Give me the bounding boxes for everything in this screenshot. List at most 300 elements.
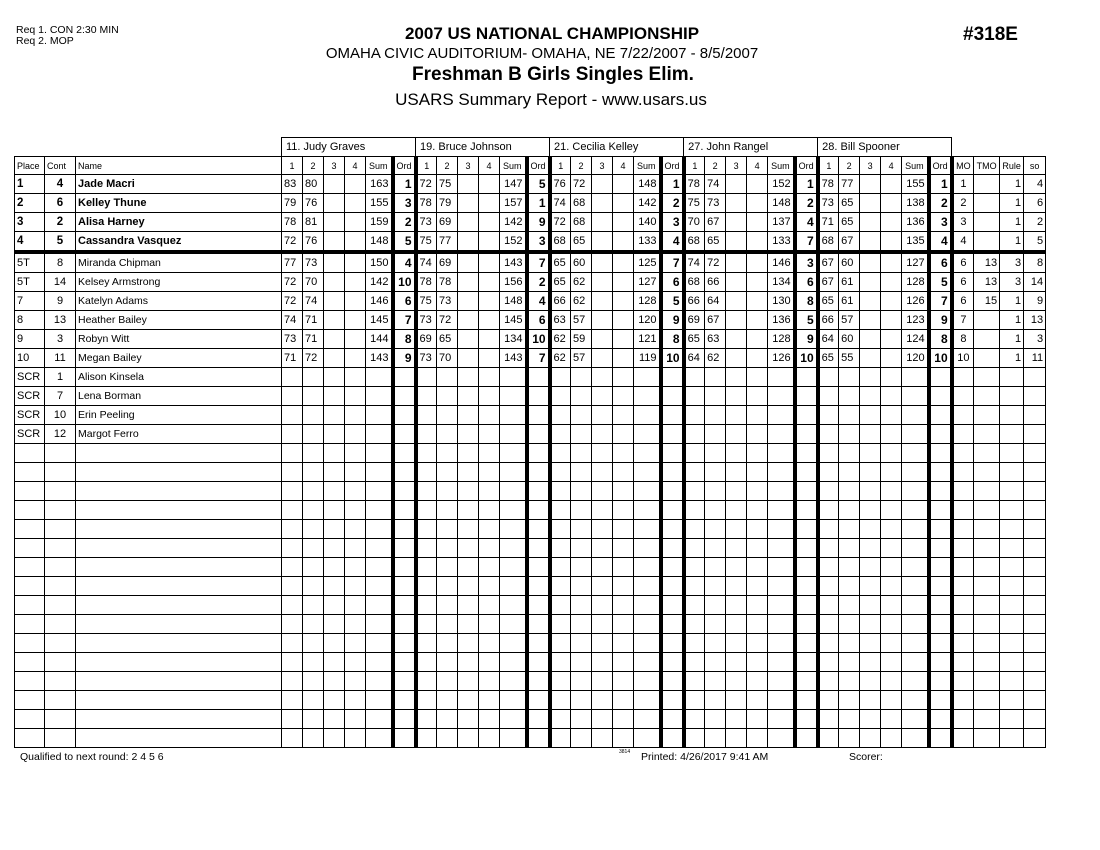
score-cell [726, 387, 747, 406]
empty-cell [592, 558, 613, 577]
ordinal-cell [527, 425, 550, 444]
header-judge-ord: Ord [661, 157, 684, 175]
empty-cell [458, 596, 479, 615]
table-row [15, 368, 1046, 387]
ordinal-cell: 7 [661, 252, 684, 273]
header-judge-1: 1 [416, 157, 437, 175]
empty-cell [500, 577, 527, 596]
sum-cell: 148 [768, 194, 795, 213]
empty-cell [416, 615, 437, 634]
empty-cell [661, 634, 684, 653]
empty-cell [45, 444, 76, 463]
empty-cell [929, 577, 952, 596]
ordinal-cell: 10 [393, 273, 416, 292]
empty-cell [795, 539, 818, 558]
venue-dates: OMAHA CIVIC AUDITORIUM- OMAHA, NE 7/22/2007 - 8/5/2007 [325, 45, 759, 62]
ordinal-cell [661, 406, 684, 425]
rule-cell: 1 [1000, 194, 1024, 213]
score-cell [324, 368, 345, 387]
skater-name: Megan Bailey [76, 349, 282, 368]
empty-cell [705, 482, 726, 501]
table-row [15, 292, 1046, 311]
tmo-cell: 15 [974, 292, 1000, 311]
empty-cell [500, 596, 527, 615]
sum-cell: 147 [500, 175, 527, 194]
empty-cell [768, 539, 795, 558]
ordinal-cell: 4 [661, 232, 684, 253]
skater-name: Katelyn Adams [76, 292, 282, 311]
ordinal-cell: 7 [393, 311, 416, 330]
score-cell [303, 387, 324, 406]
empty-cell [1000, 729, 1024, 748]
empty-cell [1024, 634, 1046, 653]
ordinal-cell [661, 368, 684, 387]
ordinal-cell [929, 406, 952, 425]
cont-cell: 9 [45, 292, 76, 311]
score-cell [592, 387, 613, 406]
empty-cell [282, 672, 303, 691]
empty-cell [550, 444, 571, 463]
empty-cell [416, 463, 437, 482]
score-cell: 64 [705, 292, 726, 311]
ordinal-cell: 6 [527, 311, 550, 330]
empty-cell [1000, 520, 1024, 539]
empty-cell [393, 615, 416, 634]
empty-cell [282, 444, 303, 463]
empty-cell [303, 615, 324, 634]
score-cell [881, 232, 902, 253]
empty-cell [1024, 710, 1046, 729]
empty-cell [839, 520, 860, 539]
empty-row [15, 710, 1046, 729]
empty-cell [1024, 577, 1046, 596]
empty-cell [974, 539, 1000, 558]
empty-cell [550, 615, 571, 634]
score-cell [324, 292, 345, 311]
empty-cell [768, 558, 795, 577]
so-cell [1024, 368, 1046, 387]
empty-cell [458, 520, 479, 539]
rule-cell: 3 [1000, 273, 1024, 292]
score-cell: 73 [303, 252, 324, 273]
empty-cell [366, 691, 393, 710]
tmo-cell [974, 406, 1000, 425]
empty-cell [747, 653, 768, 672]
sum-cell: 135 [902, 232, 929, 253]
empty-cell [366, 710, 393, 729]
place-cell: 1 [15, 175, 45, 194]
empty-cell [705, 653, 726, 672]
score-cell [324, 273, 345, 292]
header-judge-4: 4 [881, 157, 902, 175]
rule-cell: 1 [1000, 175, 1024, 194]
empty-cell [613, 653, 634, 672]
empty-cell [1000, 634, 1024, 653]
score-cell [458, 175, 479, 194]
ordinal-cell: 8 [929, 330, 952, 349]
score-cell: 74 [282, 311, 303, 330]
tmo-cell [974, 387, 1000, 406]
empty-cell [902, 710, 929, 729]
sum-cell: 127 [902, 252, 929, 273]
so-cell: 2 [1024, 213, 1046, 232]
empty-cell [437, 520, 458, 539]
empty-cell [550, 653, 571, 672]
score-cell [282, 368, 303, 387]
empty-cell [684, 710, 705, 729]
score-cell: 57 [839, 311, 860, 330]
ordinal-cell: 9 [393, 349, 416, 368]
empty-cell [500, 558, 527, 577]
mo-cell: 10 [952, 349, 974, 368]
empty-cell [15, 710, 45, 729]
empty-cell [345, 577, 366, 596]
empty-cell [684, 691, 705, 710]
empty-cell [818, 482, 839, 501]
score-cell [881, 292, 902, 311]
empty-cell [839, 653, 860, 672]
empty-cell [437, 539, 458, 558]
score-cell [324, 194, 345, 213]
score-cell [303, 368, 324, 387]
empty-cell [661, 691, 684, 710]
empty-cell [613, 520, 634, 539]
empty-cell [661, 577, 684, 596]
sum-cell [500, 425, 527, 444]
skater-name: Kelsey Armstrong [76, 273, 282, 292]
empty-cell [500, 520, 527, 539]
so-cell: 5 [1024, 232, 1046, 253]
empty-cell [684, 444, 705, 463]
score-cell: 75 [416, 232, 437, 253]
empty-cell [393, 558, 416, 577]
empty-cell [860, 653, 881, 672]
score-cell [458, 406, 479, 425]
empty-cell [613, 710, 634, 729]
ordinal-cell [929, 387, 952, 406]
empty-cell [705, 444, 726, 463]
empty-cell [818, 577, 839, 596]
empty-cell [592, 463, 613, 482]
empty-cell [613, 444, 634, 463]
empty-cell [416, 653, 437, 672]
empty-cell [881, 615, 902, 634]
empty-cell [684, 653, 705, 672]
score-cell: 73 [818, 194, 839, 213]
empty-cell [974, 558, 1000, 577]
empty-cell [929, 634, 952, 653]
empty-cell [839, 691, 860, 710]
empty-cell [974, 482, 1000, 501]
empty-cell [500, 710, 527, 729]
empty-cell [282, 558, 303, 577]
table-row [15, 311, 1046, 330]
header-judge-3: 3 [726, 157, 747, 175]
empty-cell [15, 463, 45, 482]
score-cell [747, 330, 768, 349]
score-cell: 74 [684, 252, 705, 273]
empty-cell [500, 615, 527, 634]
ordinal-cell: 2 [393, 213, 416, 232]
sum-cell: 143 [500, 252, 527, 273]
ordinal-cell: 8 [393, 330, 416, 349]
sum-cell: 138 [902, 194, 929, 213]
empty-cell [902, 520, 929, 539]
empty-cell [952, 520, 974, 539]
empty-cell [795, 691, 818, 710]
score-cell [479, 368, 500, 387]
spacer [952, 138, 1046, 157]
empty-cell [974, 577, 1000, 596]
score-cell [881, 425, 902, 444]
empty-cell [303, 577, 324, 596]
skater-name: Alisa Harney [76, 213, 282, 232]
score-cell [818, 425, 839, 444]
empty-cell [818, 653, 839, 672]
empty-cell [592, 444, 613, 463]
skater-name: Jade Macri [76, 175, 282, 194]
empty-row [15, 482, 1046, 501]
score-cell: 65 [705, 232, 726, 253]
empty-cell [458, 615, 479, 634]
sum-cell [500, 406, 527, 425]
rule-cell: 1 [1000, 232, 1024, 253]
table-row [15, 232, 1046, 253]
ordinal-cell: 4 [393, 252, 416, 273]
score-cell [613, 368, 634, 387]
empty-cell [76, 444, 282, 463]
score-cell [345, 425, 366, 444]
skater-name: Margot Ferro [76, 425, 282, 444]
empty-cell [952, 691, 974, 710]
empty-cell [839, 634, 860, 653]
empty-cell [881, 596, 902, 615]
empty-cell [45, 634, 76, 653]
empty-cell [500, 482, 527, 501]
sum-cell: 142 [366, 273, 393, 292]
score-cell [345, 273, 366, 292]
score-cell: 64 [684, 349, 705, 368]
empty-cell [324, 558, 345, 577]
empty-cell [952, 444, 974, 463]
score-cell [458, 311, 479, 330]
score-cell [324, 232, 345, 253]
empty-cell [929, 520, 952, 539]
score-cell [613, 425, 634, 444]
empty-cell [437, 596, 458, 615]
score-cell [684, 368, 705, 387]
empty-cell [705, 463, 726, 482]
empty-cell [768, 501, 795, 520]
judge-name: 21. Cecilia Kelley [550, 138, 684, 157]
empty-cell [527, 710, 550, 729]
empty-cell [393, 729, 416, 748]
empty-cell [795, 653, 818, 672]
sum-cell [500, 387, 527, 406]
score-cell [479, 406, 500, 425]
score-cell: 60 [839, 252, 860, 273]
empty-cell [974, 729, 1000, 748]
empty-cell [1024, 501, 1046, 520]
empty-cell [527, 539, 550, 558]
score-cell [324, 406, 345, 425]
score-cell [613, 194, 634, 213]
empty-cell [550, 558, 571, 577]
empty-cell [726, 672, 747, 691]
empty-cell [634, 729, 661, 748]
score-cell [726, 252, 747, 273]
score-cell [479, 387, 500, 406]
score-cell: 65 [550, 252, 571, 273]
empty-cell [592, 710, 613, 729]
empty-cell [795, 577, 818, 596]
score-cell [324, 311, 345, 330]
empty-cell [76, 596, 282, 615]
rule-cell [1000, 387, 1024, 406]
empty-cell [345, 634, 366, 653]
empty-cell [902, 653, 929, 672]
score-cell [345, 406, 366, 425]
empty-cell [458, 558, 479, 577]
score-cell: 62 [550, 349, 571, 368]
ordinal-cell: 3 [661, 213, 684, 232]
empty-cell [1024, 539, 1046, 558]
score-cell: 57 [571, 311, 592, 330]
empty-cell [839, 729, 860, 748]
ordinal-cell [795, 387, 818, 406]
mo-cell [952, 387, 974, 406]
empty-cell [795, 444, 818, 463]
empty-cell [324, 653, 345, 672]
sum-cell: 163 [366, 175, 393, 194]
empty-cell [795, 596, 818, 615]
empty-cell [747, 520, 768, 539]
ordinal-cell: 6 [929, 252, 952, 273]
score-cell [458, 387, 479, 406]
empty-cell [282, 710, 303, 729]
empty-cell [500, 463, 527, 482]
header-judge-2: 2 [839, 157, 860, 175]
empty-cell [15, 501, 45, 520]
ordinal-cell: 1 [929, 175, 952, 194]
ordinal-cell [795, 368, 818, 387]
score-cell [684, 387, 705, 406]
score-cell: 73 [437, 292, 458, 311]
empty-cell [902, 482, 929, 501]
score-cell: 70 [437, 349, 458, 368]
tmo-cell: 13 [974, 273, 1000, 292]
empty-row [15, 520, 1046, 539]
empty-cell [684, 615, 705, 634]
empty-cell [705, 634, 726, 653]
score-cell [550, 368, 571, 387]
score-cell [479, 311, 500, 330]
header-mo: MO [952, 157, 974, 175]
score-cell [479, 175, 500, 194]
score-cell [613, 311, 634, 330]
empty-cell [634, 634, 661, 653]
empty-cell [592, 520, 613, 539]
empty-cell [366, 501, 393, 520]
empty-cell [768, 615, 795, 634]
empty-cell [393, 634, 416, 653]
empty-cell [571, 729, 592, 748]
empty-cell [1000, 558, 1024, 577]
empty-cell [416, 482, 437, 501]
score-cell: 74 [550, 194, 571, 213]
empty-cell [550, 501, 571, 520]
empty-cell [818, 444, 839, 463]
empty-cell [282, 691, 303, 710]
ordinal-cell: 1 [795, 175, 818, 194]
empty-cell [902, 729, 929, 748]
empty-cell [571, 615, 592, 634]
ordinal-cell: 3 [795, 252, 818, 273]
empty-cell [345, 710, 366, 729]
empty-cell [500, 444, 527, 463]
tmo-cell: 13 [974, 252, 1000, 273]
ordinal-cell: 5 [393, 232, 416, 253]
sum-cell: 126 [902, 292, 929, 311]
ordinal-cell [795, 425, 818, 444]
empty-cell [768, 691, 795, 710]
score-cell [860, 273, 881, 292]
empty-cell [45, 501, 76, 520]
empty-cell [952, 653, 974, 672]
empty-cell [479, 482, 500, 501]
empty-cell [592, 672, 613, 691]
empty-cell [571, 501, 592, 520]
empty-cell [345, 691, 366, 710]
empty-cell [76, 710, 282, 729]
empty-cell [747, 539, 768, 558]
empty-cell [550, 672, 571, 691]
empty-row [15, 615, 1046, 634]
score-cell [726, 232, 747, 253]
empty-cell [613, 539, 634, 558]
score-cell [860, 368, 881, 387]
empty-cell [366, 653, 393, 672]
empty-cell [768, 463, 795, 482]
score-cell [726, 175, 747, 194]
empty-cell [366, 463, 393, 482]
empty-cell [437, 710, 458, 729]
print-mark: 3814 [619, 749, 631, 755]
empty-cell [860, 558, 881, 577]
empty-cell [818, 710, 839, 729]
so-cell: 14 [1024, 273, 1046, 292]
empty-cell [393, 520, 416, 539]
sum-cell [768, 425, 795, 444]
empty-cell [592, 596, 613, 615]
empty-cell [345, 482, 366, 501]
cont-cell: 1 [45, 368, 76, 387]
empty-cell [592, 691, 613, 710]
empty-cell [393, 596, 416, 615]
ordinal-cell: 4 [795, 213, 818, 232]
score-cell [747, 213, 768, 232]
empty-cell [571, 691, 592, 710]
empty-cell [902, 691, 929, 710]
score-cell [860, 349, 881, 368]
score-cell: 72 [303, 349, 324, 368]
score-cell [282, 425, 303, 444]
empty-cell [571, 672, 592, 691]
empty-cell [571, 558, 592, 577]
empty-cell [592, 729, 613, 748]
score-cell: 72 [437, 311, 458, 330]
empty-cell [613, 482, 634, 501]
